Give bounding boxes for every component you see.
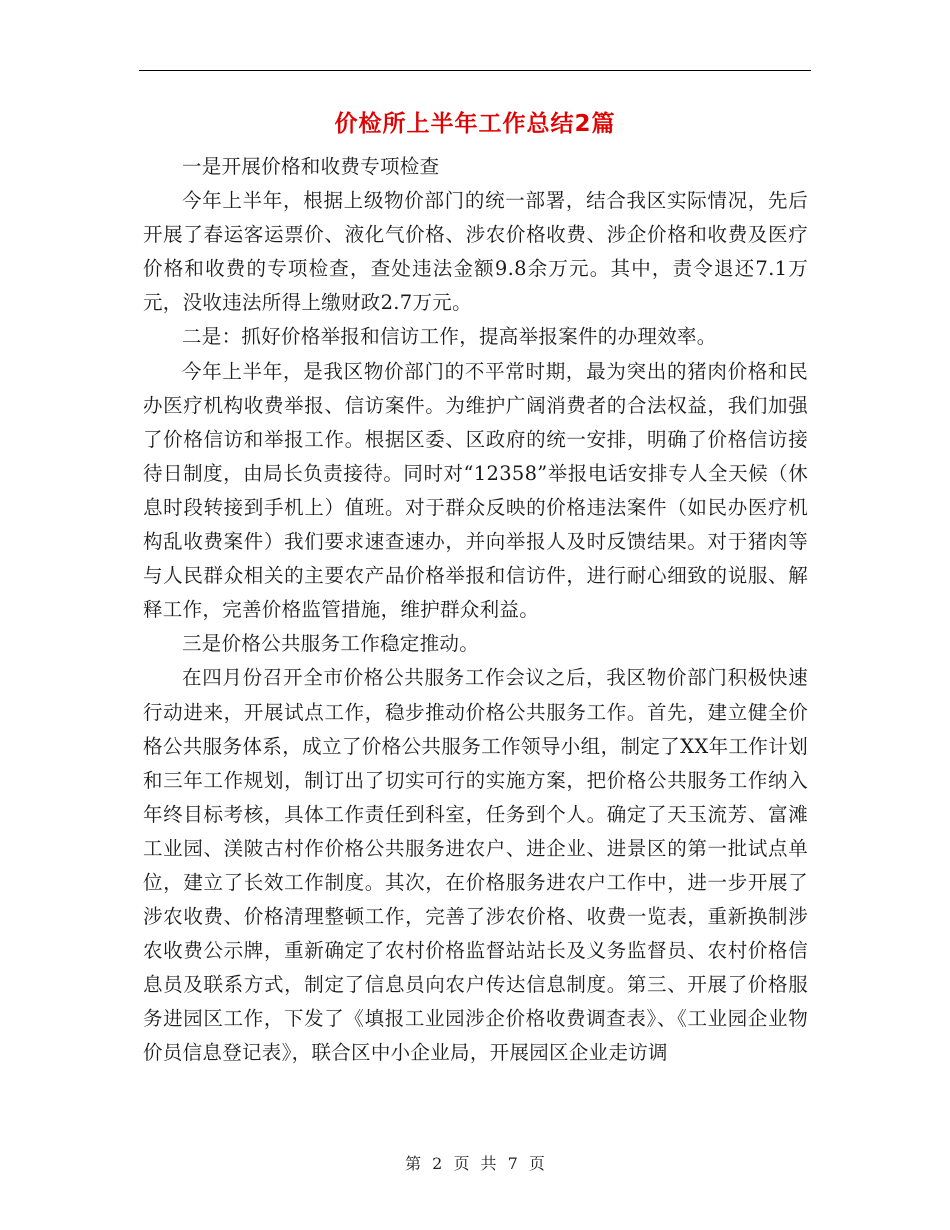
body-paragraph-2: 今年上半年，是我区物价部门的不平常时期，最为突出的猪肉价格和民办医疗机构收费举报、信访案件。为维护广阔消费者的合法权益，我们加强了价格信访和举报工作。根据区委、区政府的统一安排，明确了价格信访接待日制度，由局长负责接待。同时对“12358”举报电话安排专人全天候（休息时段转接到手机上）值班。对于群众反映的价格违法案件（如民办医疗机构乱收费案件）我们要求速查速办，并向举报人及时反馈结果。对于猪肉等与人民群众相关的主要农产品价格举报和信访件，进行耐心细致的说服、解释工作，完善价格监管措施，维护群众利益。 bbox=[143, 359, 808, 622]
body-paragraph-3: 在四月份召开全市价格公共服务工作会议之后，我区物价部门积极快速行动进来，开展试点工作，稳步推动价格公共服务工作。首先，建立健全价格公共服务体系，成立了价格公共服务工作领导小组，制定了XX年工作计划和三年工作规划，制订出了切实可行的实施方案，把价格公共服务工作纳入年终目标考核，具体工作责任到科室，任务到个人。确定了天玉流芳、富滩工业园、渼陂古村作价格公共服务进农户、进企业、进景区的第一批试点单位，建立了长效工作制度。其次，在价格服务进农户工作中，进一步开展了涉农收费、价格清理整顿工作，完善了涉农价格、收费一览表，重新换制涉农收费公示牌，重新确定了农村价格监督站站长及义务监督员、农村价格信息员及联系方式，制定了信息员向农户传达信息制度。第三、开展了价格服务进园区工作，下发了《填报工业园涉企价格收费调查表》、《工业园企业物价员信息登记表》，联合区中小企业局，开展园区企业走访调 bbox=[143, 666, 808, 1065]
section-heading-2: 二是：抓好价格举报和信访工作，提高举报案件的办理效率。 bbox=[182, 325, 717, 349]
section-heading-3: 三是价格公共服务工作稳定推动。 bbox=[182, 632, 480, 656]
page-number-footer: 第 2 页 共 7 页 bbox=[405, 1154, 545, 1173]
header-rule bbox=[139, 70, 811, 71]
body-paragraph-1: 今年上半年，根据上级物价部门的统一部署，结合我区实际情况，先后开展了春运客运票价、液化气价格、涉农价格收费、涉企价格和收费及医疗价格和收费的专项检查，查处违法金额9.8余万元。其中，责令退还7.1万元，没收违法所得上缴财政2.7万元。 bbox=[143, 189, 808, 315]
section-heading-1: 一是开展价格和收费专项检查 bbox=[182, 155, 440, 178]
document-body bbox=[143, 150, 808, 1071]
document-title: 价检所上半年工作总结2篇 bbox=[334, 111, 616, 137]
